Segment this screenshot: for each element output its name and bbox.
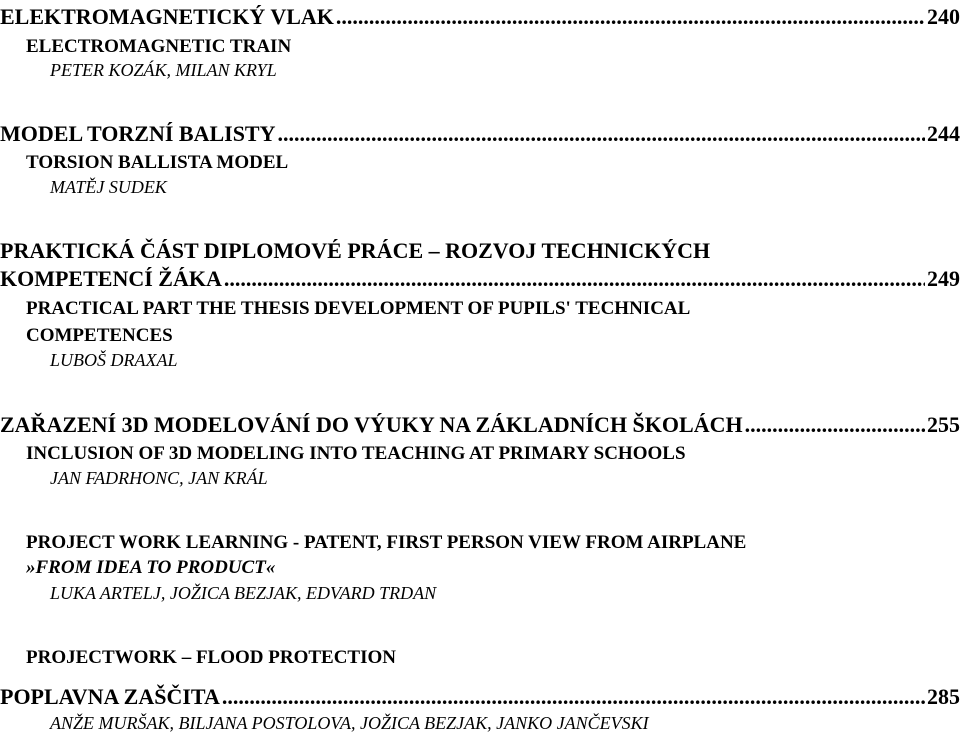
entry-title: ZAŘAZENÍ 3D MODELOVÁNÍ DO VÝUKY NA ZÁKLADNÍCH ŠKOLÁCH <box>0 412 743 437</box>
toc-entry-title <box>0 266 960 292</box>
entry-subtitle: INCLUSION OF 3D MODELING INTO TEACHING AT PRIMARY SCHOOLS <box>26 443 686 464</box>
toc-entry-title <box>0 412 960 438</box>
entry-subtitle: PROJECT WORK LEARNING - PATENT, FIRST PERSON VIEW FROM AIRPLANE <box>26 532 747 553</box>
entry-subtitle: PROJECTWORK – FLOOD PROTECTION <box>26 647 396 668</box>
page-number: 244 <box>927 121 960 146</box>
toc-entry-title <box>0 684 960 710</box>
entry-title: PRAKTICKÁ ČÁST DIPLOMOVÉ PRÁCE – ROZVOJ TECHNICKÝCH <box>0 238 711 263</box>
dot-leader <box>224 266 925 292</box>
page-number: 249 <box>927 266 960 291</box>
entry-authors: PETER KOZÁK, MILAN KRYL <box>50 60 277 80</box>
page-number: 240 <box>927 4 960 29</box>
page-number: 255 <box>927 412 960 437</box>
dot-leader <box>745 412 925 438</box>
dot-leader <box>278 121 926 147</box>
page-number: 285 <box>927 684 960 709</box>
toc-entry-title <box>0 121 960 147</box>
entry-title: POPLAVNA ZAŠČITA <box>0 684 220 709</box>
entry-subtitle: ELECTROMAGNETIC TRAIN <box>26 36 292 57</box>
dot-leader <box>222 684 925 710</box>
entry-title: ELEKTROMAGNETICKÝ VLAK <box>0 4 334 29</box>
entry-authors: MATĚJ SUDEK <box>50 177 167 197</box>
entry-authors: LUKA ARTELJ, JOŽICA BEZJAK, EDVARD TRDAN <box>50 583 437 603</box>
entry-subtitle-continued: COMPETENCES <box>26 325 173 346</box>
entry-subtitle: PRACTICAL PART THE THESIS DEVELOPMENT OF PUPILS' TECHNICAL <box>26 298 691 319</box>
entry-authors: LUBOŠ DRAXAL <box>50 350 178 370</box>
entry-subtitle: TORSION BALLISTA MODEL <box>26 152 289 173</box>
toc-entry-title <box>0 4 960 30</box>
entry-title: MODEL TORZNÍ BALISTY <box>0 121 276 146</box>
dot-leader <box>336 4 925 30</box>
entry-authors: ANŽE MURŠAK, BILJANA POSTOLOVA, JOŽICA BEZJAK, JANKO JANČEVSKI <box>50 713 649 733</box>
entry-title-continued: KOMPETENCÍ ŽÁKA <box>0 266 222 291</box>
entry-subtitle-continued: »FROM IDEA TO PRODUCT« <box>26 557 276 578</box>
entry-authors: JAN FADRHONC, JAN KRÁL <box>50 468 268 488</box>
